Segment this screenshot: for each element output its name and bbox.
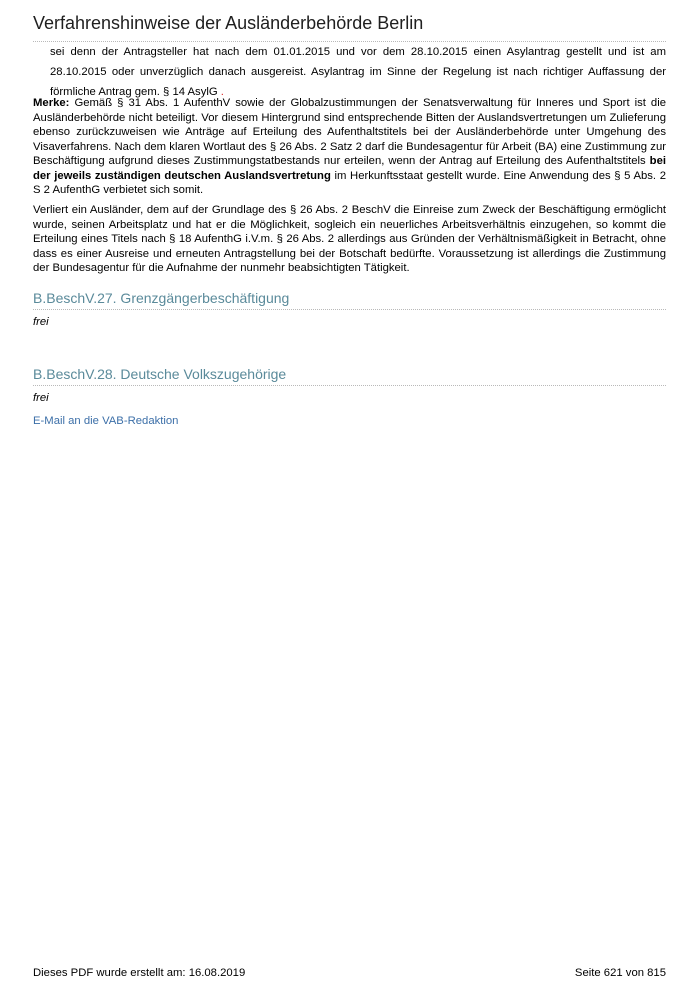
email-editorial-link[interactable]: E-Mail an die VAB-Redaktion — [33, 415, 179, 427]
employment-loss-paragraph: Verliert ein Ausländer, dem auf der Grundlage des § 26 Abs. 2 BeschV die Einreise zum Zweck der Beschäftigung ermöglicht wurde, seinen Arbeitsplatz und hat er die Möglichkeit, sogleich ein neuerliches Arbeitsverhältnis einzugehen, so kommt die Erteilung eines Titels nach § 18 AufenthG i.V.m. § 26 Abs. 2 allerdings aus Gründen der Verhältnismäßigkeit in Betracht, ohne dass es einer Ausreise und erneuten Antragstellung bei der Botschaft bedürfte. Voraussetzung ist allerdings die Zustimmung der Bundesagentur für die Aufnahme der nunmehr beabsichtigten Tätigkeit. — [33, 204, 666, 274]
merke-label: Merke: — [33, 97, 70, 109]
footer-created-date: Dieses PDF wurde erstellt am: 16.08.2019 — [33, 967, 246, 979]
section-body-28: frei — [33, 392, 49, 404]
section-heading-28: B.BeschV.28. Deutsche Volkszugehörige — [33, 365, 666, 386]
footnote-marker[interactable]: . — [220, 86, 224, 98]
page-header-title: Verfahrenshinweise der Ausländerbehörde Berlin — [33, 12, 666, 42]
continuation-paragraph — [50, 42, 666, 102]
merke-paragraph — [33, 96, 666, 198]
merke-text-1: Gemäß § 31 Abs. 1 AufenthV sowie der Globalzustimmungen der Senatsverwaltung für Inneres und Sport ist die Ausländerbehörde nicht beteiligt. Vor diesem Hintergrund sind entsprechende Bitten der Auslandsvertretungen um Zulieferung ebenso zurückzuweisen wie Anträge auf Erteilung des Aufenthaltstitels bei der Ausländerbehörde unter Umgehung des Visaverfahrens. Nach dem klaren Wortlaut des § 26 Abs. 2 Satz 2 darf die Bundesagentur für Arbeit (BA) eine Zustimmung zur Beschäftigung aufgrund dieses Zustimmungstatbestands nur erteilen, wenn der Antrag auf Erteilung des Aufenthaltstitels — [33, 97, 666, 167]
merke-text-2: im Herkunftsstaat gestellt wurde. Eine Anwendung des § 5 Abs. 2 S 2 AufenthG verbietet sich somit. — [33, 169, 666, 196]
merke-bold-text: bei der jeweils zuständigen deutschen Auslandsvertretung — [33, 155, 666, 182]
section-heading-27: B.BeschV.27. Grenzgängerbeschäftigung — [33, 289, 666, 310]
section-body-27: frei — [33, 316, 49, 328]
footer-page-number: Seite 621 von 815 — [574, 967, 666, 979]
continuation-text: sei denn der Antragsteller hat nach dem 01.01.2015 und vor dem 28.10.2015 einen Asylantrag gestellt und ist am 28.10.2015 oder unverzüglich danach ausgereist. Asylantrag im Sinne der Regelung ist nach richtiger Auffassung der förmliche Antrag gem. § 14 AsylG — [50, 46, 666, 98]
